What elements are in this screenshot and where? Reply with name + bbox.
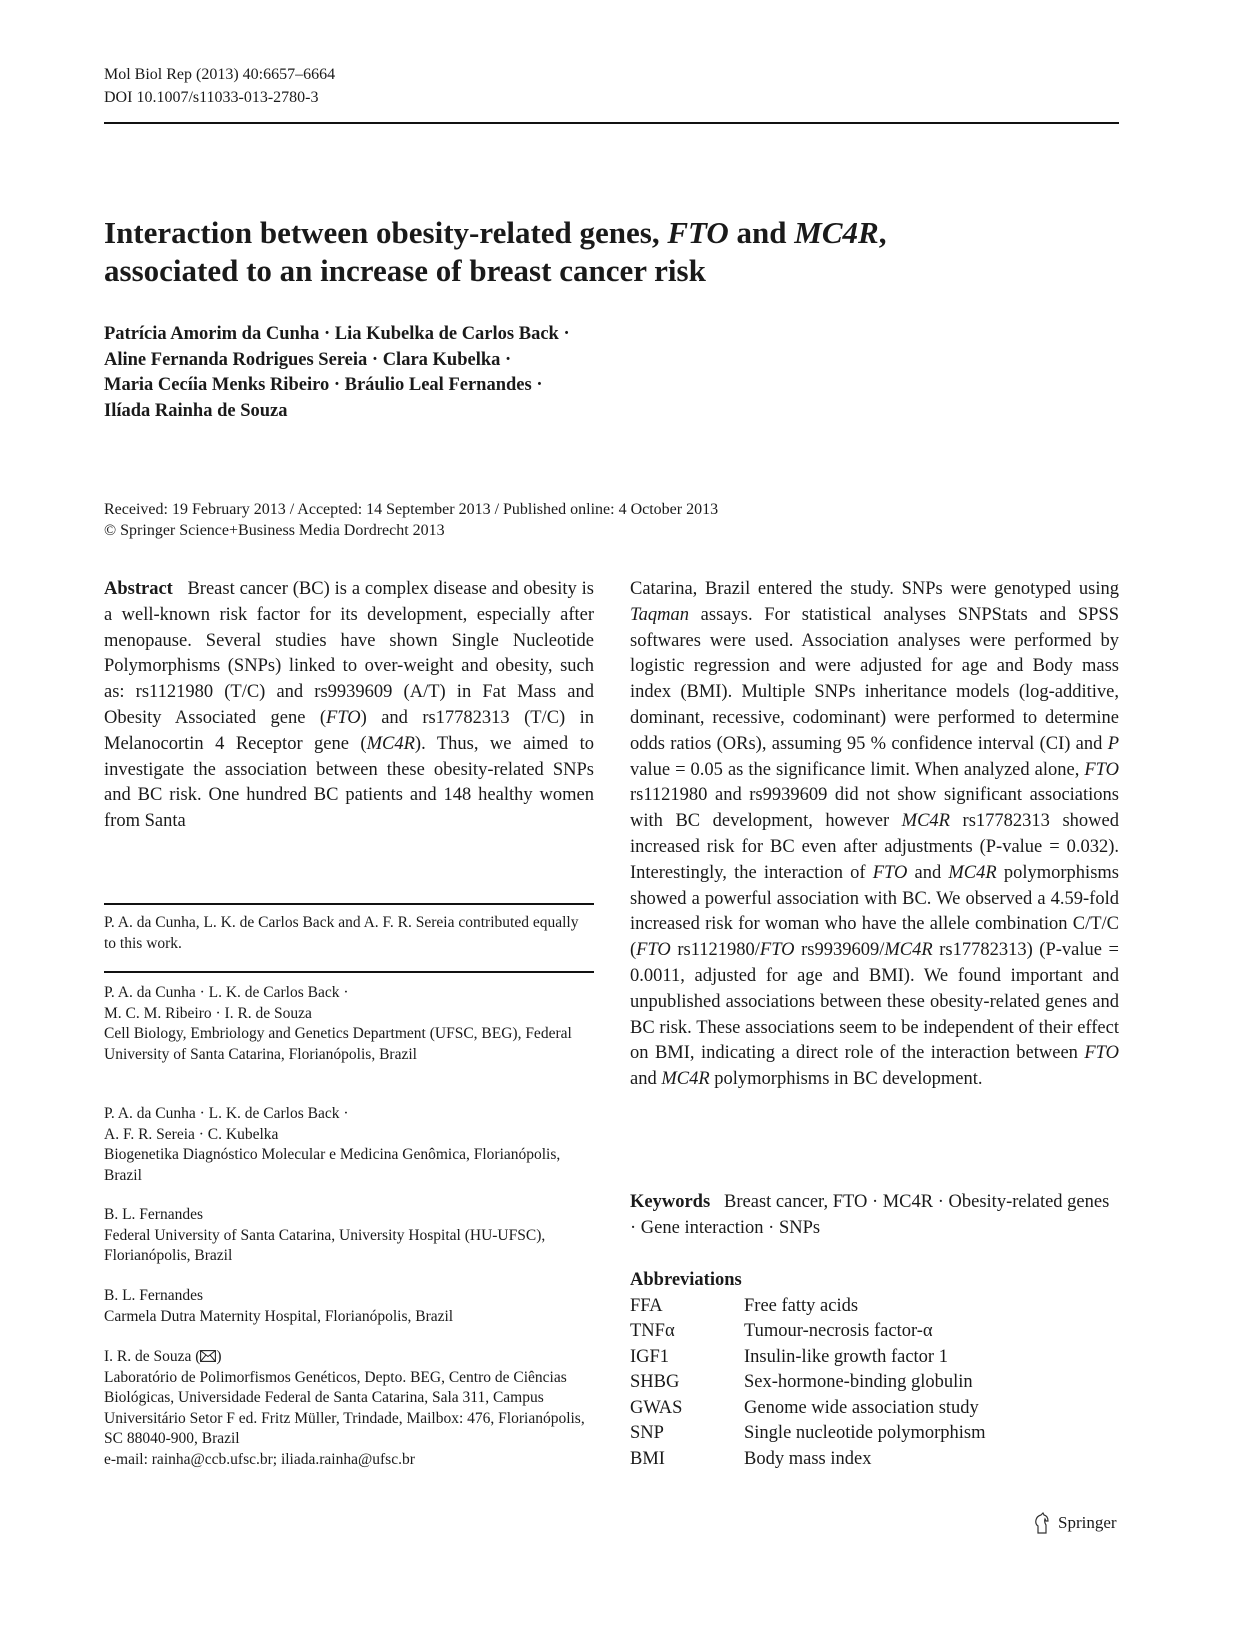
table-row [630, 1421, 986, 1447]
table-row [630, 1319, 986, 1345]
article-title [104, 214, 1104, 290]
affiliation-1 [104, 983, 594, 1065]
abstract-text: ) and rs17782313 (T/C) in Melanocortin 4 Receptor gene ( [104, 707, 594, 754]
abstract-text: rs1121980 and rs9939609 did not show significant associations with BC development, however [630, 785, 1119, 832]
affiliation-authors: B. L. Fernandes [104, 1287, 204, 1304]
abbreviations [630, 1268, 1119, 1472]
gene-italic: FTO [636, 940, 671, 961]
p-italic: P [1107, 733, 1119, 754]
affiliation-3 [104, 1205, 594, 1267]
envelope-icon [200, 1350, 216, 1362]
springer-horse-icon [1032, 1512, 1052, 1534]
abbr-key: SHBG [630, 1372, 680, 1392]
copyright: © Springer Science+Business Media Dordrecht 2013 [104, 521, 445, 539]
abbreviations-heading: Abbreviations [630, 1270, 742, 1290]
affiliation-address: Biogenetika Diagnóstico Molecular e Medicina Genômica, Florianópolis, Brazil [104, 1146, 561, 1184]
title-and: and [728, 215, 795, 250]
gene-italic: FTO [326, 707, 361, 728]
abstract-text: and [907, 862, 949, 883]
abbr-value: Body mass index [744, 1448, 872, 1469]
affiliation-address: Carmela Dutra Maternity Hospital, Florianópolis, Brazil [104, 1307, 454, 1325]
gene-italic: MC4R [901, 811, 950, 832]
affiliation-authors: P. A. da Cunha · L. K. de Carlos Back · [104, 1105, 349, 1122]
abstract-text: rs1121980/ [670, 940, 760, 961]
abbr-key: BMI [630, 1448, 665, 1469]
abstract-left-column [104, 577, 594, 835]
abstract-text: rs17782313 showed increased risk for BC even after adjustments (P-value = 0.032). Interestingly, the interaction of [630, 811, 1119, 883]
abstract-text: Breast cancer (BC) is a complex disease and obesity is a well-known risk factor for its development, especially after menopause. Several studies have shown Single Nucleotide Polymorphisms (SNPs) linked to over-weight and obesity, such as: rs1121980 (T/C) and rs9939609 (A/T) in Fat Mass and Obesity Associated gene ( [104, 579, 595, 728]
gene-italic: MC4R [948, 862, 997, 883]
title-gene-mc4r: MC4R [794, 215, 879, 250]
affiliation-authors: P. A. da Cunha · L. K. de Carlos Back · [104, 984, 349, 1001]
received-accepted-dates: Received: 19 February 2013 / Accepted: 14 September 2013 / Published online: 4 October 2013 [104, 501, 719, 518]
corresponding-author [104, 1347, 594, 1368]
publication-dates [104, 500, 718, 541]
publisher-logo [1032, 1512, 1117, 1534]
gene-italic: FTO [1084, 1043, 1119, 1064]
abbr-value: Single nucleotide polymorphism [744, 1423, 986, 1443]
table-row [630, 1447, 986, 1473]
journal-citation: Mol Biol Rep (2013) 40:6657–6664 [104, 66, 336, 83]
abstract-right-column [630, 577, 1119, 1093]
table-row [630, 1396, 986, 1422]
footnote-rule [104, 903, 594, 905]
publisher-name: Springer [1058, 1513, 1117, 1532]
author-line: Maria Cecíia Menks Ribeiro · Bráulio Leal Fernandes · [104, 375, 543, 395]
abstract-text: Catarina, Brazil entered the study. SNPs were genotyped using [630, 579, 1119, 599]
author-line: Ilíada Rainha de Souza [104, 400, 288, 421]
abstract-text: ). Thus, we aimed to investigate the association between these obesity-related SNPs and BC risk. One hundred BC patients and 148 healthy women from Santa [104, 733, 594, 832]
abstract-text: rs9939609/ [794, 940, 885, 961]
affiliation-2 [104, 1104, 594, 1186]
title-gene-fto: FTO [667, 215, 729, 250]
gene-italic: FTO [872, 862, 908, 883]
affiliation-address: Laboratório de Polimorfismos Genéticos, Depto. BEG, Centro de Ciências Biológicas, Universidade Federal de Santa Catarina, Sala 311, Campus Universitário Setor F ed. Fritz Müller, Trindade, Mailbox: 476, Florianópolis, SC 88040-900, Brazil [104, 1368, 585, 1447]
author-list [104, 322, 570, 424]
abstract-label: Abstract [104, 579, 173, 599]
affiliation-authors: B. L. Fernandes [104, 1206, 204, 1223]
affiliation-5 [104, 1347, 594, 1470]
abstract-text: polymorphisms in BC development. [709, 1069, 983, 1090]
affiliation-4 [104, 1286, 594, 1327]
author-line: Aline Fernanda Rodrigues Sereia · Clara Kubelka · [104, 349, 512, 370]
affiliation-authors: A. F. R. Sereia · C. Kubelka [104, 1125, 279, 1143]
abbr-value: Genome wide association study [744, 1397, 979, 1418]
abbr-key: SNP [630, 1423, 664, 1443]
gene-italic: FTO [759, 940, 795, 961]
contribution-note: P. A. da Cunha, L. K. de Carlos Back and A. F. R. Sereia contributed equally to this work. [104, 914, 579, 952]
table-row [630, 1345, 986, 1371]
doi: DOI 10.1007/s11033-013-2780-3 [104, 89, 319, 106]
author-line: Patrícia Amorim da Cunha · Lia Kubelka de Carlos Back · [104, 324, 570, 344]
title-comma: , [878, 215, 887, 250]
abbr-value: Insulin-like growth factor 1 [744, 1346, 948, 1367]
abbr-key: IGF1 [630, 1346, 670, 1367]
corresponding-close: ) [216, 1348, 222, 1365]
affiliation-address: Federal University of Santa Catarina, University Hospital (HU-UFSC), Florianópolis, Brazil [104, 1226, 546, 1264]
abstract-text: rs17782313) (P-value = 0.0011, adjusted for age and BMI). We found important and unpublished associations between these obesity-related genes and BC risk. These associations seem to be independent of their effect on BMI, indicating a direct role of the interaction between [630, 940, 1119, 1064]
gene-italic: MC4R [884, 940, 933, 961]
abbr-key: FFA [630, 1295, 663, 1316]
title-text-2: associated to an increase of breast cancer risk [104, 253, 706, 288]
header-rule [104, 122, 1119, 124]
footnote-rule [104, 971, 594, 973]
keywords [630, 1190, 1119, 1241]
affiliation-address: Cell Biology, Embriology and Genetics Department (UFSC, BEG), Federal University of Santa Catarina, Florianópolis, Brazil [104, 1025, 572, 1063]
abbr-key: GWAS [630, 1397, 683, 1418]
gene-italic: MC4R [661, 1069, 710, 1090]
table-row [630, 1370, 986, 1396]
abstract-text: and [630, 1069, 662, 1090]
assay-italic: Taqman [630, 604, 689, 625]
abbreviations-table [630, 1294, 986, 1473]
keywords-text: Breast cancer, FTO · MC4R · Obesity-related genes · Gene interaction · SNPs [630, 1192, 1110, 1238]
abbr-value: Sex-hormone-binding globulin [744, 1372, 973, 1392]
affiliation-authors: M. C. M. Ribeiro · I. R. de Souza [104, 1004, 312, 1022]
gene-italic: MC4R [366, 733, 415, 754]
title-text-1: Interaction between obesity-related genes, [104, 215, 668, 250]
abbr-value: Free fatty acids [744, 1295, 859, 1316]
email[interactable]: e-mail: rainha@ccb.ufsc.br; iliada.rainha@ufsc.br [104, 1450, 415, 1468]
abbr-value: Tumour-necrosis factor-α [744, 1321, 933, 1341]
gene-italic: FTO [1084, 759, 1119, 780]
abstract-text: assays. For statistical analyses SNPStats and SPSS softwares were used. Association analyses were performed by logistic regression and were adjusted for age and Body mass index (BMI). Multiple SNPs inheritance models (log-additive, dominant, recessive, codominant) were performed to determine odds ratios (ORs), assuming 95 % confidence interval (CI) and [630, 604, 1119, 754]
keywords-label: Keywords [630, 1192, 711, 1212]
corresponding-name: I. R. de Souza ( [104, 1348, 201, 1365]
abstract-text: value = 0.05 as the significance limit. When analyzed alone, [630, 759, 1085, 780]
abbr-key: TNFα [630, 1321, 675, 1341]
table-row [630, 1294, 986, 1320]
abstract-text: polymorphisms showed a powerful association with BC. We observed a 4.59-fold increased risk for woman who have the allele combination C/T/C ( [630, 862, 1119, 961]
